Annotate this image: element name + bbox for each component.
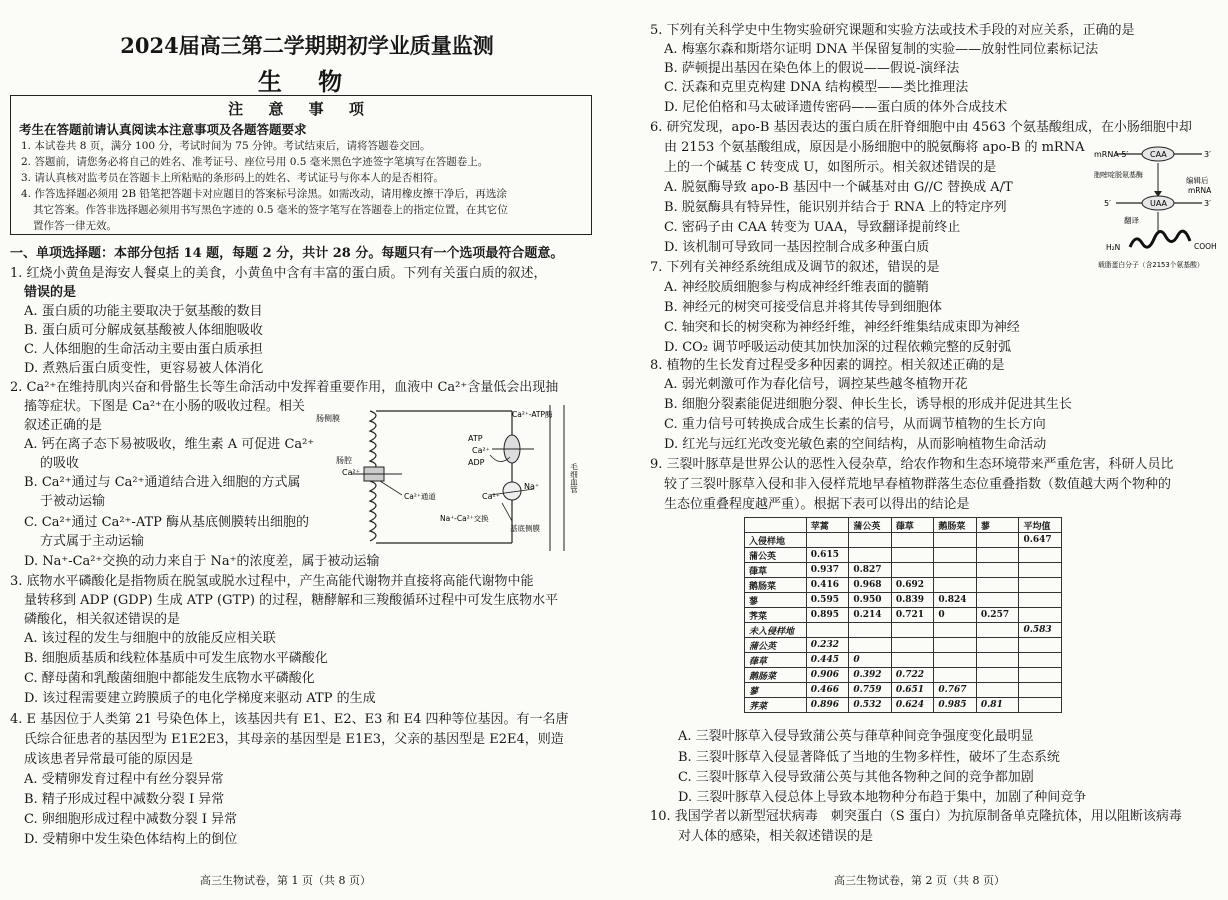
option-line: C. 三裂叶豚草入侵导致蒲公英与其他各物种之间的竞争都加剧 [678,770,1034,785]
option-line: 方式属于主动运输 [40,534,145,549]
figure-label: 肠腔 [336,456,352,465]
table-cell [1019,683,1062,698]
table-cell: 0.767 [934,683,977,698]
option-line: D. 尼伦伯格和马太破译遗传密码——蛋白质的体外合成技术 [664,100,1008,115]
option-line: C. 密码子由 CAA 转变为 UAA，导致翻译提前终止 [664,220,961,235]
table-cell [976,548,1019,563]
table-cell: 鹅肠菜 [745,668,807,683]
option-line: B. 三裂叶豚草入侵显著降低了当地的生物多样性，破坏了生态系统 [678,750,1060,765]
table-cell [849,533,892,548]
question-line: 1. 红烧小黄鱼是海安人餐桌上的美食，小黄鱼中含有丰富的蛋白质。下列有关蛋白质的叙述， [10,266,547,281]
figure-label: 载脂蛋白分子（含2153个氨基酸） [1098,261,1204,269]
question-line: 6. 研究发现，apo-B 基因表达的蛋白质在肝脊细胞中由 4563 个氨基酸组成，在小肠细胞中却 [650,120,1192,135]
table-cell: 0.651 [891,683,934,698]
option-line: 于被动运输 [40,494,106,509]
notice-box [10,95,592,235]
table-cell [976,668,1019,683]
question-line: 3. 底物水平磷酸化是指物质在脱氢或脱水过程中，产生高能代谢物并直接将高能代谢物中能 [10,574,534,589]
calcium-absorption-figure [312,403,602,553]
table-cell: 0.81 [976,698,1019,713]
question-line: 搐等症状。下图是 Ca²⁺在小肠的吸收过程。相关 [24,399,305,414]
option-line: B. 萨顿提出基因在染色体上的假说——假说-演绎法 [664,61,960,76]
option-line: A. 三裂叶豚草入侵导致蒲公英与葎草种间竞争强度变化最明显 [678,729,1034,744]
notice-item: 其它答案。作答非选择题必须用书写黑色字迹的 0.5 毫米的签字笔写在答题卷上的指定位置，在其它位 [33,204,508,216]
figure-label: ADP [468,458,485,467]
option-line: C. 重力信号可转换成合成生长素的信号，从而调节植物的生长方向 [664,417,1046,432]
question-line: 10. 我国学者以新型冠状病毒 刺突蛋白（S 蛋白）为抗原制备单克隆抗体，用以阻断该病毒 [650,809,1182,824]
table-cell: 0.595 [806,593,849,608]
table-cell: 0.839 [891,593,934,608]
table-cell [1019,593,1062,608]
figure-label: UAA [1150,199,1168,208]
figure-label: H₂N [1106,243,1121,252]
exam-subject: 生 物 [257,67,357,96]
table-cell: 0.445 [806,653,849,668]
table-row [745,593,1062,608]
table-cell [806,623,849,638]
figure-label: Ca²⁺ [472,446,490,455]
table-cell: 0.950 [849,593,892,608]
question-line: 磷酸化，相关叙述错误的是 [24,612,181,627]
figure-label: 5′ [1104,199,1111,208]
question-line: 较了三裂叶豚草入侵和非入侵样荒地早春植物群落生态位重叠指数（数值越大两个物种的 [664,477,1172,492]
table-cell [934,578,977,593]
table-row [745,608,1062,623]
option-line: A. 神经胶质细胞参与构成神经纤维表面的髓鞘 [664,280,929,295]
table-cell [1019,563,1062,578]
figure-label: Na⁺-Ca²⁺交换 [440,514,489,523]
table-cell: 0.906 [806,668,849,683]
table-cell: 葎草 [745,653,807,668]
table-cell: 0.968 [849,578,892,593]
table-row [745,518,1062,533]
table-cell: 0.692 [891,578,934,593]
figure-label: CAA [1150,150,1167,159]
notice-heading: 注 意 事 项 [228,100,374,118]
table-cell: 平均值 [1019,518,1062,533]
table-cell: 0.232 [806,638,849,653]
table-row [745,563,1062,578]
table-cell: 鹅肠菜 [745,578,807,593]
notice-subheading: 考生在答题前请认真阅读本注意事项及各题答题要求 [19,122,307,137]
question-line: 叙述正确的是 [24,418,103,433]
option-line: D. Na⁺-Ca²⁺交换的动力来自于 Na⁺的浓度差，属于被动运输 [24,554,380,569]
table-cell [849,548,892,563]
option-line: 的吸收 [40,456,80,471]
table-cell [976,563,1019,578]
table-cell [849,638,892,653]
table-cell: 蒲公英 [849,518,892,533]
option-line: C. 人体细胞的生命活动主要由蛋白质承担 [24,342,263,357]
option-line: D. 煮熟后蛋白质变性，更容易被人体消化 [24,361,264,376]
table-cell [976,578,1019,593]
question-line: 5. 下列有关科学史中生物实验研究课题和实验方法或技术手段的对应关系，正确的是 [650,23,1135,38]
option-line: B. 细胞分裂素能促进细胞分裂、伸长生长，诱导根的形成并促进其生长 [664,397,1072,412]
table-cell: 0.722 [891,668,934,683]
exam-title: 2024届高三第二学期期初学业质量监测 [120,33,494,58]
table-cell [976,683,1019,698]
table-cell: 0 [849,653,892,668]
table-cell: 0.583 [1019,623,1062,638]
table-cell: 0.416 [806,578,849,593]
question-line: 7. 下列有关神经系统组成及调节的叙述，错误的是 [650,260,940,275]
option-line: D. 受精卵中发生染色体结构上的倒位 [24,832,238,847]
option-line: C. 沃森和克里克构建 DNA 结构模型——类比推理法 [664,80,969,95]
table-cell: 0.214 [849,608,892,623]
option-line: A. 脱氨酶导致 apo-B 基因中一个碱基对由 G//C 替换成 A/T [664,180,1013,195]
table-cell: 0.721 [891,608,934,623]
option-line: B. 蛋白质可分解成氨基酸被人体细胞吸收 [24,323,263,338]
notice-item: 1. 本试卷共 8 页，满分 100 分，考试时间为 75 分钟。考试结束后，请将答题卷交回。 [21,140,431,152]
table-cell: 0.532 [849,698,892,713]
table-cell [976,638,1019,653]
question-line: 9. 三裂叶豚草是世界公认的恶性入侵杂草，给农作物和生态环境带来严重危害，科研人员比 [650,457,1174,472]
table-cell [1019,698,1062,713]
figure-label: ATP [468,434,483,443]
table-cell [976,533,1019,548]
page-footer: 高三生物试卷，第 1 页（共 8 页） [200,874,371,887]
option-line: A. 钙在离子态下易被吸收，维生素 A 可促进 Ca²⁺ [24,437,315,452]
notice-item: 2. 答题前，请您务必将自己的姓名、准考证号、座位号用 0.5 毫米黑色字迹签字笔填写在答题卷上。 [21,156,489,168]
table-cell: 蒲公英 [745,548,807,563]
option-line: B. 脱氨酶具有特异性，能识别并结合于 RNA 上的特定序列 [664,200,1007,215]
table-cell [849,623,892,638]
exam-page-2 [614,0,1228,900]
table-cell: 0.824 [934,593,977,608]
table-cell: 荠菜 [745,608,807,623]
table-cell [891,533,934,548]
option-line: B. 细胞质基质和线粒体基质中可发生底物水平磷酸化 [24,651,328,666]
option-line: B. Ca²⁺通过与 Ca²⁺通道结合进入细胞的方式属 [24,475,301,490]
option-line: C. 轴突和长的树突称为神经纤维，神经纤维集结成束即为神经 [664,320,1020,335]
figure-label: 编辑后 [1186,176,1209,185]
option-line: D. 红光与远红光改变光敏色素的空间结构，从而影响植物生命活动 [664,437,1047,452]
question-line: 8. 植物的生长发育过程受多种因素的调控。相关叙述正确的是 [650,358,1005,373]
question-line: 4. E 基因位于人类第 21 号染色体上，该基因共有 E1、E2、E3 和 E4 四种等位基因。有一名唐 [10,712,569,727]
figure-label: Ca²⁺通道 [404,492,436,501]
mrna-editing-figure [1094,143,1224,273]
table-cell [891,548,934,563]
figure-label: 胞嘧啶脱氨基酶 [1094,171,1143,179]
section-heading: 一、单项选择题：本部分包括 14 题，每题 2 分，共计 28 分。每题只有一个选项最符合题意。 [10,246,564,261]
option-line: A. 受精卵发育过程中有丝分裂异常 [24,772,224,787]
option-line: D. 三裂叶豚草入侵总体上导致本地物种分布趋于集中，加剧了种间竞争 [678,790,1087,805]
table-cell [1019,653,1062,668]
figure-label: 3′ [1204,150,1211,159]
table-cell [891,623,934,638]
table-row [745,698,1062,713]
table-cell [1019,668,1062,683]
table-cell: 蓼 [976,518,1019,533]
table-cell: 未入侵样地 [745,623,807,638]
question-line: 生态位重叠程度越严重）。根据下表可以得出的结论是 [664,497,970,512]
table-cell: 0.895 [806,608,849,623]
table-cell [891,653,934,668]
question-line: 对人体的感染，相关叙述错误的是 [678,829,874,844]
option-line: A. 梅塞尔森和斯塔尔证明 DNA 半保留复制的实验——放射性同位素标记法 [664,42,1099,57]
table-cell: 0.896 [806,698,849,713]
table-row [745,533,1062,548]
figure-label: COOH [1194,242,1217,251]
table-cell: 0.827 [849,563,892,578]
table-cell [934,548,977,563]
table-cell: 0.466 [806,683,849,698]
table-cell [806,533,849,548]
option-line: A. 该过程的发生与细胞中的放能反应相关联 [24,631,276,646]
table-cell: 苹蒿 [806,518,849,533]
question-line: 2. Ca²⁺在维持肌肉兴奋和骨骼生长等生命活动中发挥着重要作用，血液中 Ca²⁺含量低会出现抽 [10,380,559,395]
table-cell: 葎草 [891,518,934,533]
table-row [745,668,1062,683]
notice-item: 3. 请认真核对监考员在答题卡上所粘贴的条形码上的姓名、考试证号与你本人的是否相符。 [21,172,444,184]
table-cell [1019,638,1062,653]
question-line: 由 2153 个氨基酸组成，原因是小肠细胞中的脱氨酶将 apo-B 的 mRNA [664,140,1085,155]
table-cell [934,668,977,683]
table-cell: 0.392 [849,668,892,683]
table-cell: 0.624 [891,698,934,713]
table-cell: 0 [934,608,977,623]
table-cell [934,638,977,653]
table-row [745,578,1062,593]
option-line: C. 卵细胞形成过程中减数分裂 I 异常 [24,812,238,827]
option-line: A. 弱光刺激可作为春化信号，调控某些越冬植物开花 [664,377,968,392]
figure-label: 3′ [1204,199,1211,208]
table-cell [934,533,977,548]
option-line: B. 精子形成过程中减数分裂 I 异常 [24,792,225,807]
notice-item: 4. 作答选择题必须用 2B 铅笔把答题卡对应题目的答案标号涂黑。如需改动，请用橡皮擦干净后，再选涂 [21,188,507,200]
option-line: C. Ca²⁺通过 Ca²⁺-ATP 酶从基底侧膜转出细胞的 [24,515,310,530]
option-line: D. CO₂ 调节呼吸运动使其加快加深的过程依赖完整的反射弧 [664,340,1012,355]
table-cell [1019,608,1062,623]
table-row [745,653,1062,668]
table-cell [976,593,1019,608]
table-cell [934,563,977,578]
figure-label: Ca²⁺ [482,492,500,501]
question-line: 氏综合征患者的基因型为 E1E2E3，其母亲的基因型是 E1E3，父亲的基因型是 E2E4，则造 [24,732,564,747]
figure-label: Na⁺ [524,482,540,491]
table-cell: 0.647 [1019,533,1062,548]
table-cell [1019,548,1062,563]
table-cell: 0.615 [806,548,849,563]
question-line: 上的一个碱基 C 转变成 U，如图所示。相关叙述错误的是 [664,160,997,175]
niche-overlap-table [744,517,1062,713]
table-cell: 0.257 [976,608,1019,623]
question-line: 量转移到 ADP (GDP) 生成 ATP (GTP) 的过程，糖酵解和三羧酸循环过程中可发生底物水平 [24,593,559,608]
table-row [745,683,1062,698]
notice-item: 置作答一律无效。 [33,220,117,232]
table-cell: 0.937 [806,563,849,578]
table-cell: 0.985 [934,698,977,713]
option-line: A. 蛋白质的功能主要取决于氨基酸的数目 [24,304,263,319]
option-line: C. 酵母菌和乳酸菌细胞中都能发生底物水平磷酸化 [24,671,315,686]
table-cell [891,638,934,653]
table-cell: 葎草 [745,563,807,578]
table-row [745,623,1062,638]
figure-label: mRNA 5′ [1094,150,1129,159]
option-line: D. 该过程需要建立跨膜质子的电化学梯度来驱动 ATP 的生成 [24,691,376,706]
figure-label: 毛细血管 [569,463,579,493]
option-line: D. 该机制可导致同一基因控制合成多种蛋白质 [664,240,930,255]
figure-label: 翻译 [1124,216,1139,225]
table-cell [976,623,1019,638]
table-cell [1019,578,1062,593]
page-footer: 高三生物试卷，第 2 页（共 8 页） [834,874,1005,887]
question-line: 错误的是 [24,285,77,300]
table-row [745,638,1062,653]
figure-label: Ca²⁺-ATP酶 [512,410,553,419]
table-cell: 蒲公英 [745,638,807,653]
table-cell [934,653,977,668]
table-cell: 蓼 [745,593,807,608]
table-cell [891,563,934,578]
figure-label: Ca²⁺ [342,468,360,477]
question-line: 成该患者异常最可能的原因是 [24,752,194,767]
table-cell [934,623,977,638]
option-line: B. 神经元的树突可接受信息并将其传导到细胞体 [664,300,942,315]
table-cell: 0.759 [849,683,892,698]
table-cell [745,518,807,533]
figure-label: 基底侧膜 [510,524,540,533]
table-cell: 入侵样地 [745,533,807,548]
table-row [745,548,1062,563]
table-cell [976,653,1019,668]
figure-label: mRNA [1188,186,1212,195]
table-cell: 荠菜 [745,698,807,713]
table-cell: 鹅肠菜 [934,518,977,533]
table-cell: 蓼 [745,683,807,698]
figure-label: 肠侧膜 [316,414,340,423]
